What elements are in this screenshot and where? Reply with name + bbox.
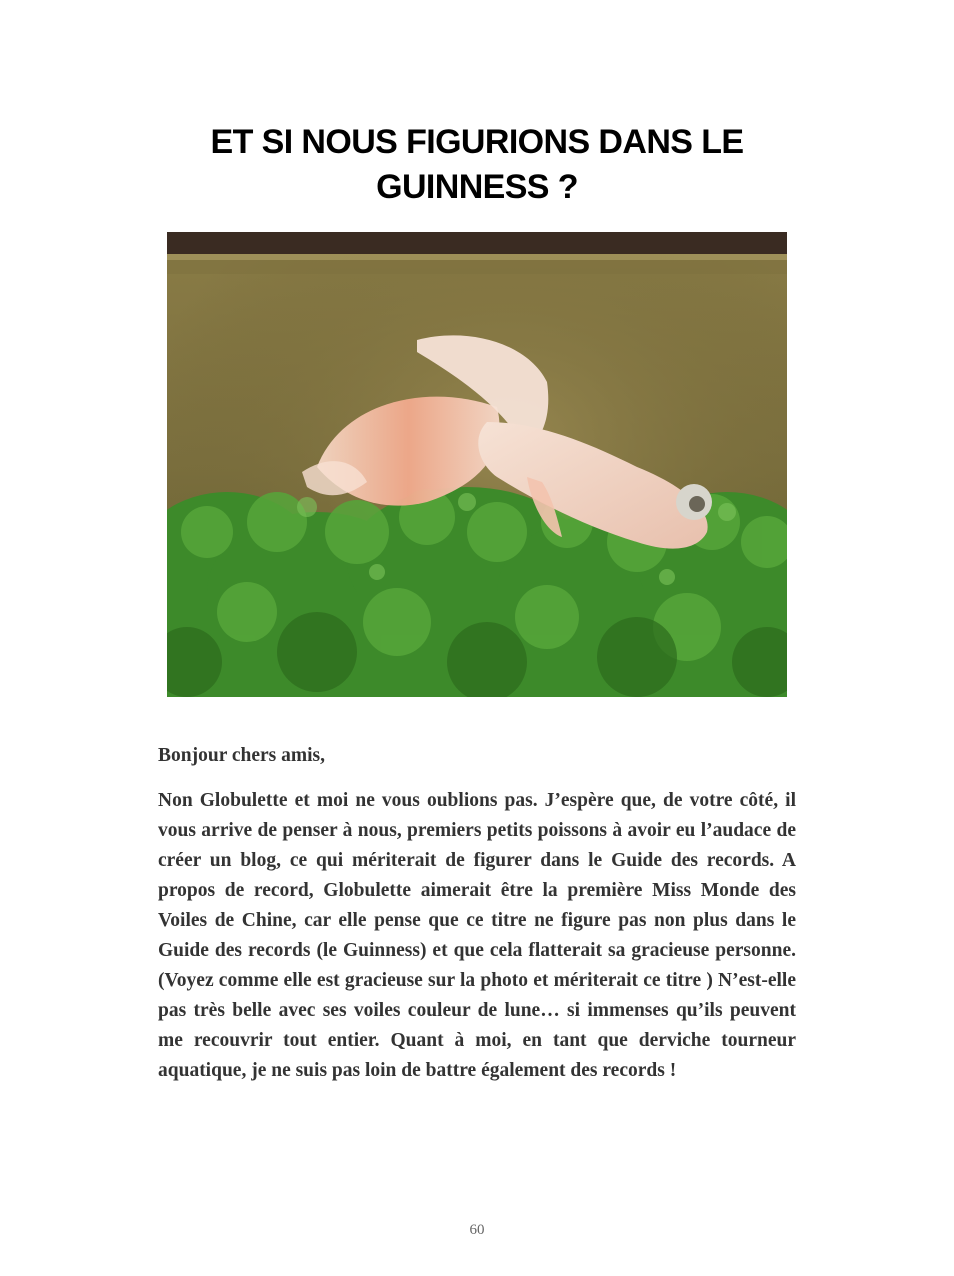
page-title [150,120,804,210]
title-line-2: GUINNESS ? [376,168,578,206]
body-paragraph: Non Globulette et moi ne vous oublions pas. J’espère que, de votre côté, il vous arrive de penser à nous, premiers petits poissons à avoir eu l’audace de créer un blog, ce qui mériterait de figurer dans le Guide des records. A propos de record, Globulette aimerait être la première Miss Monde des Voiles de Chine, car elle pense que ce titre ne figure pas non plus dans le Guide des records (le Guinness) et que cela flatterait sa gracieuse personne. (Voyez comme elle est gracieuse sur la photo et mériterait ce titre ) N’est-elle pas très belle avec ses voiles couleur de lune… si immenses qu’ils peuvent me recouvrir tout entier. Quant à moi, en tant que derviche tourneur aquatique, je ne suis pas loin de battre également des records ! [158,790,796,1081]
body-text [158,741,796,1086]
fish-photo [167,232,787,697]
title-line-1: ET SI NOUS FIGURIONS DANS LE [210,123,744,161]
page-number: 60 [469,1222,485,1238]
fish-photo-image [167,232,787,697]
greeting: Bonjour chers amis, [158,745,326,766]
